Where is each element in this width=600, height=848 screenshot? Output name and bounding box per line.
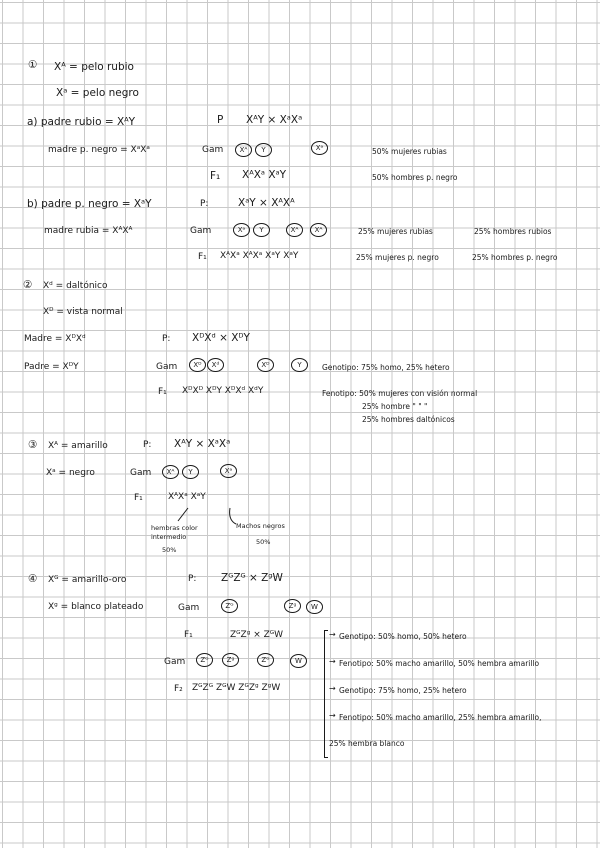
p3-gamete-2: Y	[182, 465, 199, 479]
p1b-madre: madre rubia = XᴬXᴬ	[44, 226, 133, 236]
p1a-f1-label: F₁	[210, 170, 221, 182]
p1b-gamete-4: Xᴬ	[310, 223, 327, 237]
problem-3-number: ③	[28, 439, 38, 451]
problem-4-number: ④	[28, 573, 38, 585]
p1b-cross: XᵃY × XᴬXᴬ	[238, 197, 295, 209]
p3-ann-1b: intermedio	[151, 533, 187, 541]
p1b-pct-3: 25% mujeres p. negro	[356, 253, 439, 262]
p3-f1-genotypes: XᴬXᵃ XᵃY	[168, 492, 206, 502]
p2-fenotipo-2: 25% hombre " " "	[362, 402, 428, 411]
p2-gamete-2: Xᵈ	[207, 358, 224, 372]
p4-cross: ZᴳZᴳ × ZᵍW	[221, 572, 283, 584]
p1b-gamete-2: Y	[253, 223, 270, 237]
p1a-gamete-1: Xᴬ	[235, 143, 252, 157]
p2-fenotipo-3: 25% hombres daltónicos	[362, 415, 455, 424]
p2-f1-label: F₁	[158, 387, 167, 397]
p2-p-label: P:	[162, 334, 171, 344]
p3-gamete-3: Xᵃ	[220, 464, 237, 478]
p1b-gamete-1: Xᵃ	[233, 223, 250, 237]
p4-arrow-icon: →	[329, 684, 336, 693]
p1b-pct-1: 25% mujeres rubias	[358, 227, 433, 236]
p4-f2-genotypes: ZᴳZᴳ ZᴳW ZᴳZᵍ ZᵍW	[192, 683, 281, 693]
p2-f1-genotypes: XᴰXᴰ XᴰY XᴰXᵈ XᵈY	[182, 386, 264, 396]
p4-result-5: 25% hembra blanco	[329, 739, 405, 748]
problem-2-number: ②	[23, 279, 33, 291]
p2-padre: Padre = XᴰY	[24, 362, 79, 372]
p3-ann-2b: 50%	[256, 538, 271, 546]
p1a-gamete-3: Xᵃ	[311, 141, 328, 155]
p3-arrow-left	[178, 508, 188, 521]
p3-gam-label: Gam	[130, 468, 152, 478]
p3-allele-negro: Xᵃ = negro	[46, 468, 95, 478]
p4-gamete-3: W	[306, 600, 323, 614]
p3-f1-label: F₁	[134, 493, 143, 503]
p2-gam-label: Gam	[156, 362, 178, 372]
p1a-cross: XᴬY × XᵃXᵃ	[246, 114, 303, 126]
p1-allele-negro: Xᵃ = pelo negro	[56, 87, 139, 99]
p3-ann-1a: hembras color	[151, 524, 198, 532]
p1b-pct-2: 25% hombres rubios	[474, 227, 552, 236]
p4-gamete-6: Zᴳ	[257, 653, 274, 667]
p1a-madre: madre p. negro = XᵃXᵃ	[48, 145, 150, 155]
p4-result-2: Fenotipo: 50% macho amarillo, 50% hembra amarillo	[339, 659, 540, 668]
p2-allele-normal: Xᴰ = vista normal	[43, 307, 123, 317]
p3-ann-1c: 50%	[162, 546, 177, 554]
p4-gamete-2: Zᵍ	[284, 599, 301, 613]
p2-genotipo: Genotipo: 75% homo, 25% hetero	[322, 363, 450, 372]
p3-allele-amarillo: Xᴬ = amarillo	[48, 441, 108, 451]
p2-gamete-3: Xᴰ	[257, 358, 274, 372]
p1b-f1-genotypes: XᴬXᵃ XᴬXᵃ XᵃY XᵃY	[220, 251, 299, 261]
p1-allele-rubio: Xᴬ = pelo rubio	[54, 61, 134, 73]
p1a-f1-genotypes: XᴬXᵃ XᵃY	[242, 169, 287, 181]
p4-arrow-icon: →	[329, 657, 336, 666]
p2-fenotipo: Fenotipo: 50% mujeres con visión normal	[322, 389, 478, 398]
p4-result-1: Genotipo: 50% homo, 50% hetero	[339, 632, 467, 641]
problem-1-number: ①	[28, 59, 38, 71]
p4-result-3: Genotipo: 75% homo, 25% hetero	[339, 686, 467, 695]
p4-gamete-4: Zᴳ	[196, 653, 213, 667]
p3-gamete-1: Xᴬ	[162, 465, 179, 479]
p1b-padre: b) padre p. negro = XᵃY	[27, 198, 152, 210]
p2-madre: Madre = XᴰXᵈ	[24, 334, 86, 344]
p4-gam2-label: Gam	[164, 657, 186, 667]
p1a-gam-label: Gam	[202, 145, 224, 155]
p1a-gamete-2: Y	[255, 143, 272, 157]
p1b-gam-label: Gam	[190, 226, 212, 236]
p3-p-label: P:	[143, 440, 152, 450]
p3-arrow-right	[230, 508, 236, 524]
p1a-padre: a) padre rubio = XᴬY	[27, 116, 136, 128]
p4-gamete-1: Zᴳ	[221, 599, 238, 613]
p4-gamete-7: W	[290, 654, 307, 668]
p1b-f1-label: F₁	[198, 252, 207, 262]
p1b-gamete-3: Xᴬ	[286, 223, 303, 237]
p2-gamete-1: Xᴰ	[189, 358, 206, 372]
p4-arrow-icon: →	[329, 711, 336, 720]
p4-allele-oro: Xᴳ = amarillo-oro	[48, 575, 127, 585]
p2-allele-daltonico: Xᵈ = daltónico	[43, 281, 108, 291]
p2-gamete-4: Y	[291, 358, 308, 372]
p4-gamete-5: Zᵍ	[222, 653, 239, 667]
p1a-pct-1: 50% mujeres rubias	[372, 147, 447, 156]
p4-arrow-icon: →	[329, 630, 336, 639]
p3-ann-2a: Machos negros	[236, 522, 285, 530]
p4-allele-plateado: Xᵍ = blanco plateado	[48, 602, 144, 612]
p1b-p-label: P:	[200, 199, 209, 209]
p2-cross: XᴰXᵈ × XᴰY	[192, 332, 250, 344]
p4-f1-genotypes: ZᴳZᵍ × ZᴳW	[230, 630, 284, 640]
p3-cross: XᴬY × XᵃXᵃ	[174, 438, 231, 450]
p4-gam-label: Gam	[178, 603, 200, 613]
p1a-p-label: P	[217, 114, 224, 126]
p1a-pct-2: 50% hombres p. negro	[372, 173, 458, 182]
p4-f1-label: F₁	[184, 630, 193, 640]
p4-result-4: Fenotipo: 50% macho amarillo, 25% hembra amarillo,	[339, 713, 542, 722]
p1b-pct-4: 25% hombres p. negro	[472, 253, 558, 262]
p4-p-label: P:	[188, 574, 197, 584]
p4-f2-label: F₂	[174, 684, 183, 694]
